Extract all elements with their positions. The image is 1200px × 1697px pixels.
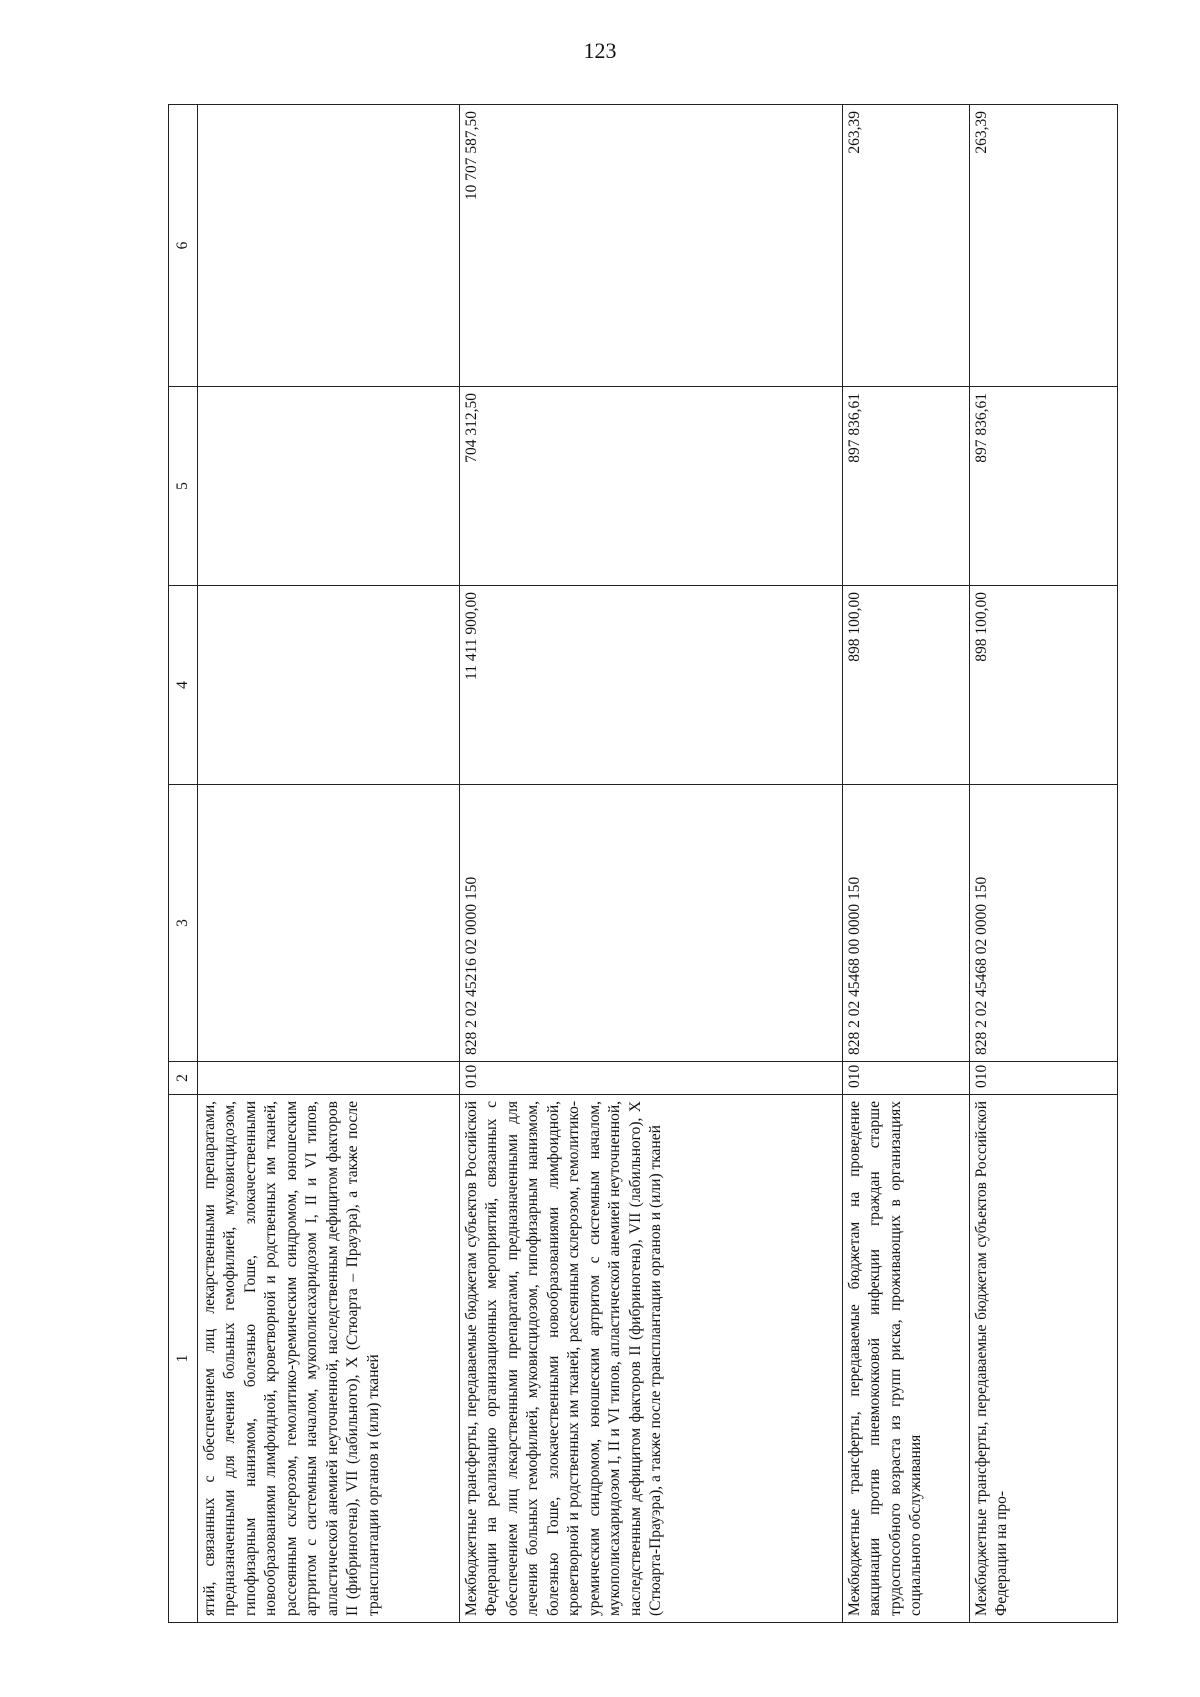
row-unexecuted-amount: 10 707 587,50	[460, 105, 843, 387]
row-executed-amount: 704 312,50	[460, 387, 843, 586]
table-row	[970, 105, 1118, 1623]
row-approved-amount	[198, 586, 460, 785]
row-unexecuted-amount: 263,39	[843, 105, 970, 387]
row-admin-code: 010	[460, 1062, 843, 1095]
row-approved-amount: 898 100,00	[843, 586, 970, 785]
row-budget-code: 828 2 02 45468 00 0000 150	[843, 785, 970, 1062]
row-executed-amount	[198, 387, 460, 586]
row-description: ятий, связанных с обеспечением лиц лекарственными препаратами, предназначенными для лечения больных гемофилией, муковисцидозом, гипофизарным нанизмом, болезнью Гоше, злокачественными новообразованиями лимфоидной, кроветворной и родственных им тканей, рассеянным склерозом, гемолитико-уремическим синдромом, юношеским артритом с системным началом, мукополисахаридозом I, II и VI типов, апластической анемией неуточненной, наследственным дефицитом факторов II (фибриногена), VII (лабильного), X (Стюарта – Прауэра), а также после трансплантации органов и (или) тканей	[198, 1095, 460, 1623]
table-row	[198, 105, 460, 1623]
row-description: Межбюджетные трансферты, передаваемые бюджетам субъектов Российской Федерации на реализацию организационных мероприятий, связанных с обеспечением лиц лекарственными препаратами, предназначенными для лечения больных гемофилией, муковисцидозом, гипофизарным нанизмом, болезнью Гоше, злокачественными новообразованиями лимфоидной, кроветворной и родственных им тканей, рассеянным склерозом, гемолитико-уремическим синдромом, юношеским артритом с системным началом, мукополисахаридозом I, II и VI типов, апластической анемией неуточненной, наследственным дефицитом факторов II (фибриногена), VII (лабильного), X (Стюарта-Прауэра), а также после трансплантации органов и (или) тканей	[460, 1095, 843, 1623]
row-executed-amount: 897 836,61	[970, 387, 1118, 586]
row-approved-amount: 11 411 900,00	[460, 586, 843, 785]
row-approved-amount: 898 100,00	[970, 586, 1118, 785]
row-unexecuted-amount	[198, 105, 460, 387]
column-header-6: 6	[169, 105, 198, 387]
row-admin-code	[198, 1062, 460, 1095]
row-executed-amount: 897 836,61	[843, 387, 970, 586]
page-number: 123	[583, 38, 617, 63]
column-header-5: 5	[169, 387, 198, 586]
row-description: Межбюджетные трансферты, передаваемые бюджетам субъектов Российской Федерации на про-	[970, 1095, 1118, 1623]
row-budget-code: 828 2 02 45468 02 0000 150	[970, 785, 1118, 1062]
column-header-3: 3	[169, 785, 198, 1062]
row-budget-code: 828 2 02 45216 02 0000 150	[460, 785, 843, 1062]
rotated-table-container	[168, 105, 1112, 1623]
table-header-row	[169, 105, 198, 1623]
row-description: Межбюджетные трансферты, передаваемые бюджетам на проведение вакцинации против пневмококковой инфекции граждан старше трудоспособного возраста из групп риска, проживающих в организациях социального обслуживания	[843, 1095, 970, 1623]
row-budget-code	[198, 785, 460, 1062]
column-header-1: 1	[169, 1095, 198, 1623]
column-header-4: 4	[169, 586, 198, 785]
budget-table	[168, 104, 1118, 1623]
row-unexecuted-amount: 263,39	[970, 105, 1118, 387]
row-admin-code: 010	[970, 1062, 1118, 1095]
table-row	[460, 105, 843, 1623]
table-row	[843, 105, 970, 1623]
column-header-2: 2	[169, 1062, 198, 1095]
row-admin-code: 010	[843, 1062, 970, 1095]
